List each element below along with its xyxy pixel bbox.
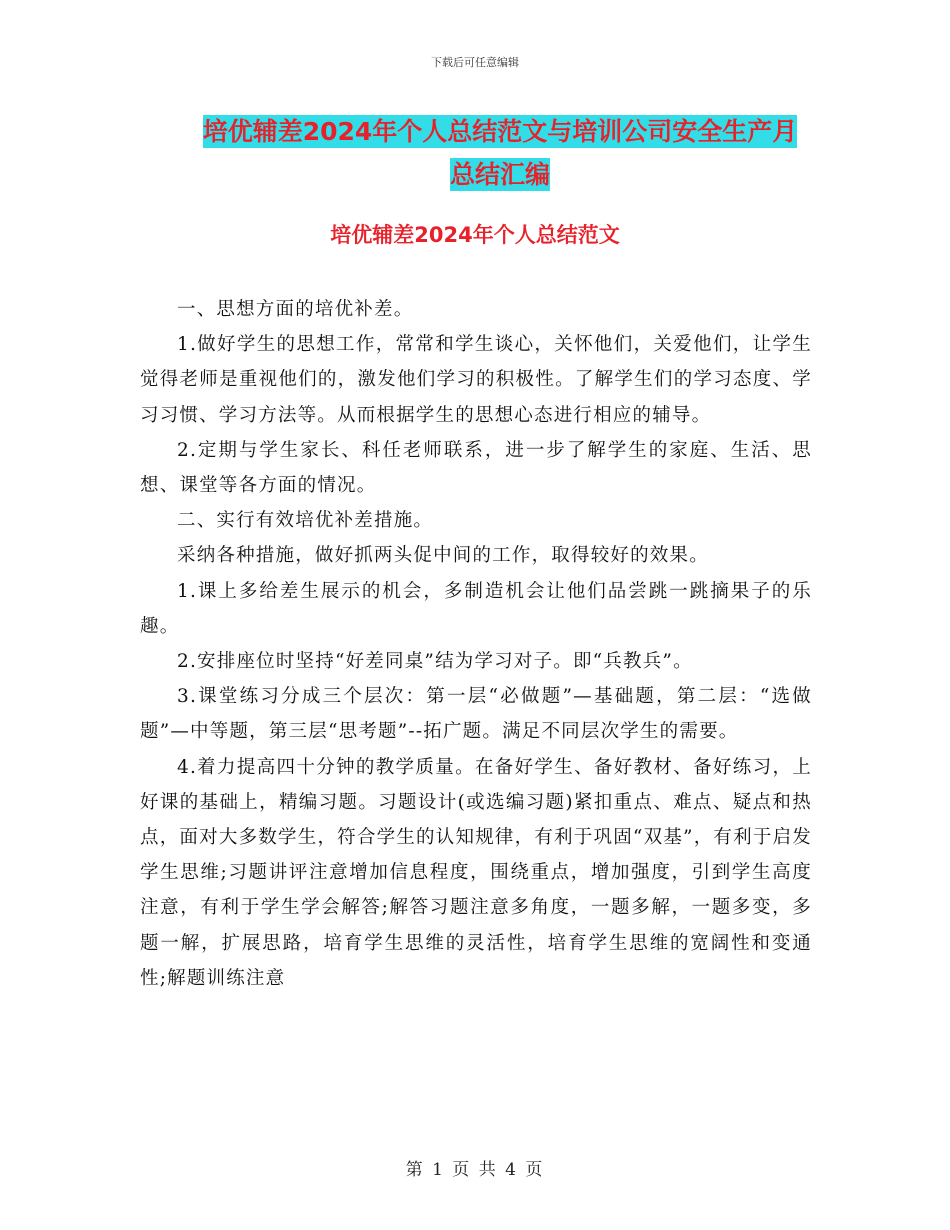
paragraph: 3.课堂练习分成三个层次：第一层“必做题”—基础题，第二层：“选做题”—中等题，第三层“思考题”--拓广题。满足不同层次学生的需要。 [140, 686, 812, 743]
paragraph: 二、实行有效培优补差措施。 [177, 510, 434, 532]
section-title: 培优辅差2024年个人总结范文 [330, 223, 620, 247]
paragraph: 2.定期与学生家长、科任老师联系，进一步了解学生的家庭、生活、思想、课堂等各方面的情况。 [140, 439, 812, 497]
document-title-line-2: 总结汇编 [449, 160, 550, 189]
paragraph: 采纳各种措施，做好抓两头促中间的工作，取得较好的效果。 [177, 545, 709, 567]
paragraph: 一、思想方面的培优补差。 [177, 299, 414, 320]
paragraph: 1.课上多给差生展示的机会，多制造机会让他们品尝跳一跳摘果子的乐趣。 [140, 580, 812, 637]
page-number-footer: 第 1 页 共 4 页 [405, 1160, 545, 1180]
document-title-line-1: 培优辅差2024年个人总结范文与培训公司安全生产月 [202, 117, 798, 146]
header-note: 下载后可任意编辑 [431, 56, 519, 69]
paragraph: 2.安排座位时坚持“好差同桌”结为学习对子。即“兵教兵”。 [177, 651, 693, 673]
paragraph: 4.着力提高四十分钟的教学质量。在备好学生、备好教材、备好练习，上好课的基础上，精编习题。习题设计(或选编习题)紧扣重点、难点、疑点和热点，面对大多数学生，符合学生的认知规律，有利于巩固“双基”，有利于启发学生思维;习题讲评注意增加信息程度，围绕重点，增加强度，引到学生高度注意，有利于学生学会解答;解答习题注意多角度，一题多解，一题多变，多题一解，扩展思路，培育学生思维的灵活性，培育学生思维的宽阔性和变通性;解题训练注意 [140, 756, 812, 989]
paragraph: 1.做好学生的思想工作，常常和学生谈心，关怀他们，关爱他们，让学生觉得老师是重视他们的，激发他们学习的积极性。了解学生们的学习态度、学习习惯、学习方法等。从而根据学生的思想心态进行相应的辅导。 [140, 334, 812, 426]
document-title [140, 110, 860, 196]
body-text [140, 292, 812, 996]
